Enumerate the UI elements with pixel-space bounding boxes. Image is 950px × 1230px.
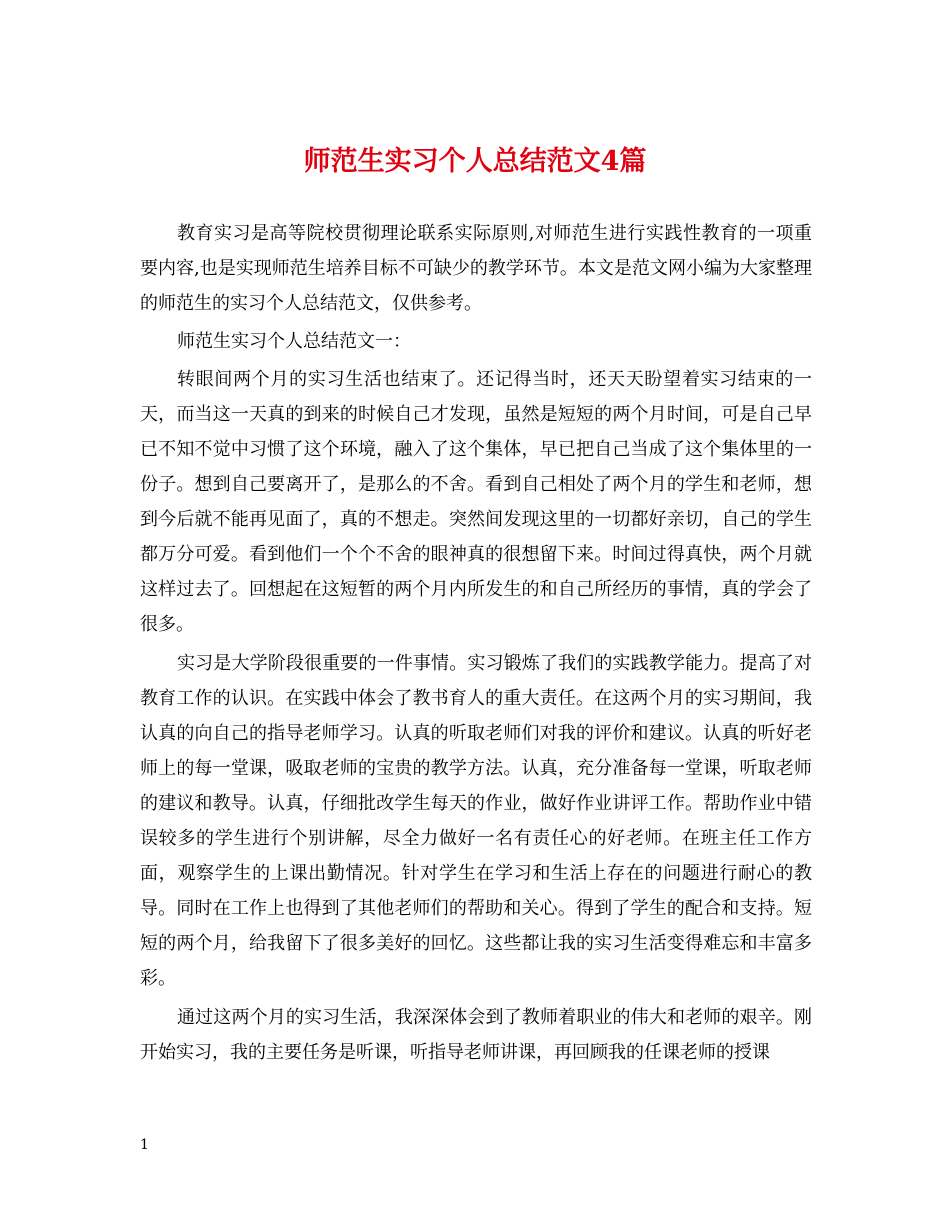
page-number: 1 <box>140 1137 149 1153</box>
paragraph-experience: 通过这两个月的实习生活，我深深体会到了教师着职业的伟大和老师的艰辛。刚开始实习，我的主要任务是听课，听指导老师讲课，再回顾我的任课老师的授课 <box>140 1007 812 1063</box>
document-title: 师范生实习个人总结范文4篇 <box>303 146 647 177</box>
paragraph-heading-one: 师范生实习个人总结范文一： <box>177 331 411 352</box>
paragraph-internship-importance: 实习是大学阶段很重要的一件事情。实习锻炼了我们的实践教学能力。提高了对教育工作的认识。在实践中体会了教书育人的重大责任。在这两个月的实习期间，我认真的向自己的指导老师学习。认真的听取老师们对我的评价和建议。认真的听好老师上的每一堂课，吸取老师的宝贵的教学方法。认真，充分准备每一堂课，听取老师的建议和教导。认真，仔细批改学生每天的作业，做好作业讲评工作。帮助作业中错误较多的学生进行个别讲解，尽全力做好一名有责任心的好老师。在班主任工作方面，观察学生的上课出勤情况。针对学生在学习和生活上存在的问题进行耐心的教导。同时在工作上也得到了其他老师们的帮助和关心。得到了学生的配合和支持。短短的两个月，给我留下了很多美好的回忆。这些都让我的实习生活变得难忘和丰富多彩。 <box>140 653 812 989</box>
paragraph-intro: 教育实习是高等院校贯彻理论联系实际原则,对师范生进行实践性教育的一项重要内容,也是实现师范生培养目标不可缺少的教学环节。本文是范文网小编为大家整理的师范生的实习个人总结范文，仅供参考。 <box>140 223 812 314</box>
paragraph-reflection: 转眼间两个月的实习生活也结束了。还记得当时，还天天盼望着实习结束的一天，而当这一天真的到来的时候自己才发现，虽然是短短的两个月时间，可是自己早已不知不觉中习惯了这个环境，融入了这个集体，早已把自己当成了这个集体里的一份子。想到自己要离开了，是那么的不舍。看到自己相处了两个月的学生和老师，想到今后就不能再见面了，真的不想走。突然间发现这里的一切都好亲切，自己的学生都万分可爱。看到他们一个个不舍的眼神真的很想留下来。时间过得真快，两个月就这样过去了。回想起在这短暂的两个月内所发生的和自己所经历的事情，真的学会了很多。 <box>140 369 812 635</box>
document-body <box>140 216 812 1070</box>
